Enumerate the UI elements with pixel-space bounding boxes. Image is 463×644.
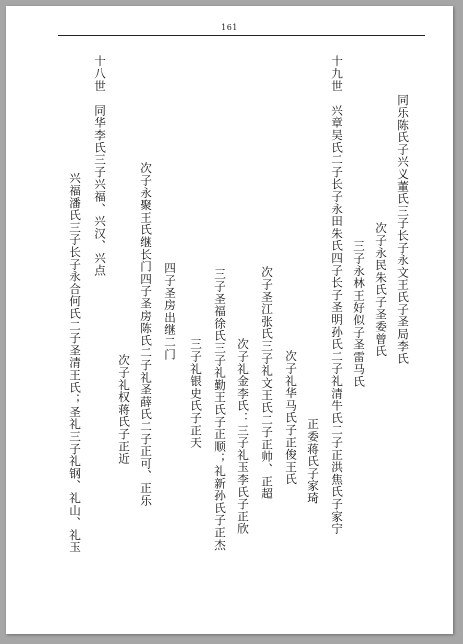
text-column-12: 次子永聚王氏继长门四子圣房陈氏二子礼圣薛氏二子正可、正乐 [139, 162, 153, 507]
text-column-9: 三子圣福徐氏三子礼勤王氏子正顺；礼新孙氏子正杰 [213, 268, 227, 551]
text-column-10: 三子礼银史氏子正天 [189, 338, 203, 449]
text-column-3: 三子永林王好似子圣雷马氏 [352, 240, 366, 388]
book-page [6, 6, 453, 634]
text-column-8: 次子礼金李氏：三子礼玉李氏子正欣 [236, 338, 250, 535]
text-column-13: 次子礼权蒋氏子正近 [117, 354, 131, 465]
text-column-14: 十八世 同华李氏三子兴福、兴汉、兴点 [93, 55, 107, 277]
page-number: 161 [221, 23, 238, 32]
text-column-1: 同乐陈氏子兴义董氏三子长子永文王氏子圣局李氏 [396, 94, 410, 365]
text-column-6: 次子礼华马氏子正俊王氏 [284, 350, 298, 486]
text-column-11: 四子圣房出继二门 [163, 262, 177, 361]
text-column-5: 正委蒋氏子家琦 [306, 418, 320, 505]
text-column-4: 十九世 兴章吴氏二子长子永田朱氏四子长子圣明孙氏二子礼清牛氏二子正洪焦氏子家宁 [330, 55, 344, 535]
text-column-15: 兴福潘氏三子长子永合何氏二子圣清王氏；圣礼三子礼钢、礼山、礼玉 [68, 172, 82, 554]
text-column-7: 次子圣江张氏三子礼文王氏二子正帅、正超 [260, 266, 274, 500]
text-column-2: 次子永民朱氏子圣委曾氏 [374, 222, 388, 358]
header-rule [58, 35, 425, 36]
